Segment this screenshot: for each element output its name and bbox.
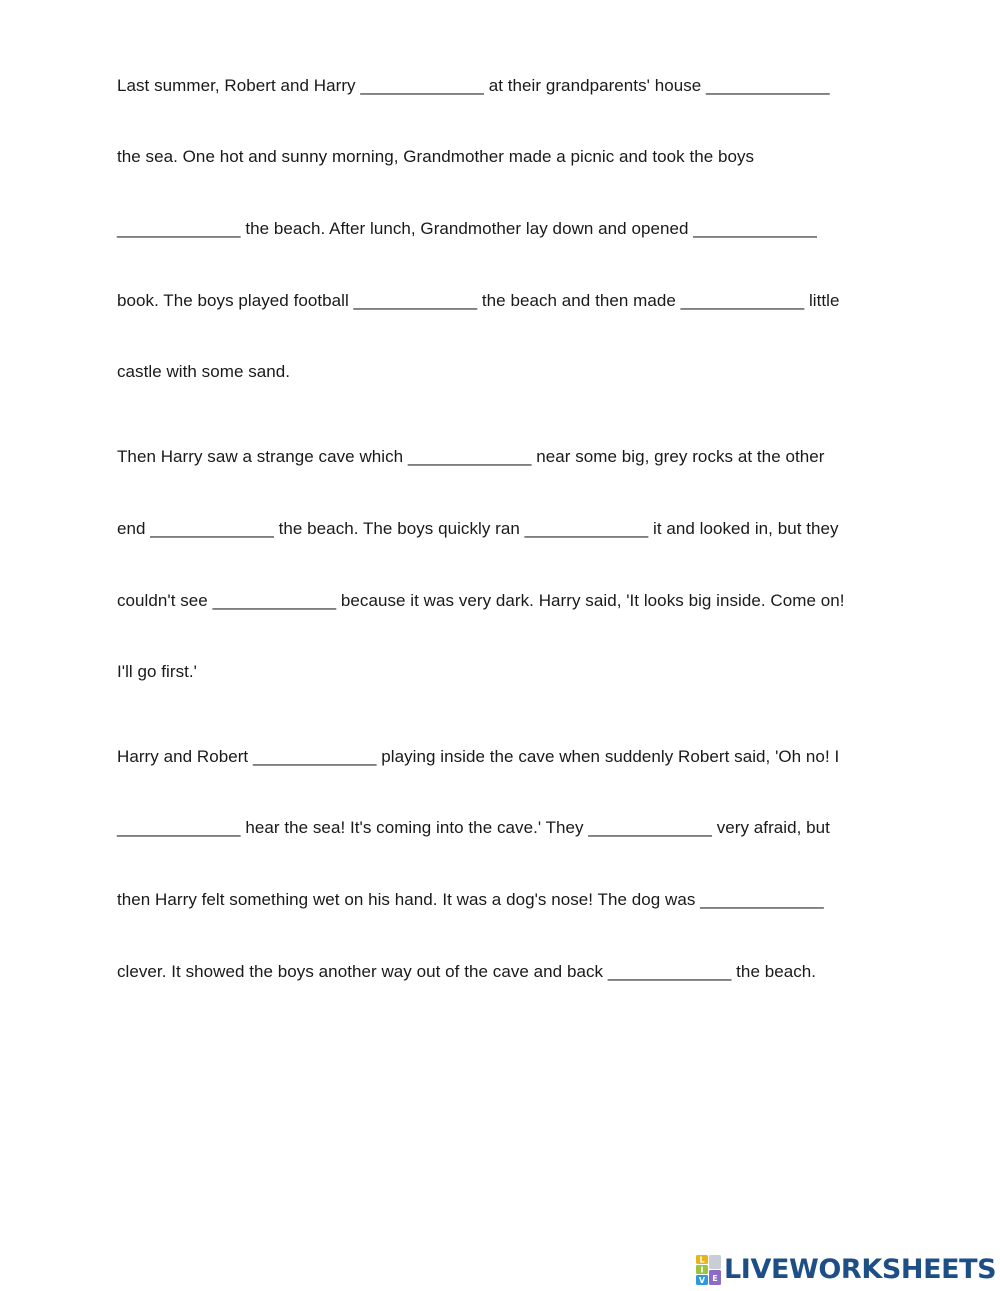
svg-text:I: I <box>700 1265 704 1275</box>
liveworksheets-brand <box>696 1254 996 1286</box>
text-line: book. The boys played football _____________ the beach and then made _____________ little <box>117 291 840 310</box>
svg-text:L: L <box>699 1255 705 1265</box>
text-line: clever. It showed the boys another way out of the cave and back _____________ the beach. <box>117 962 817 981</box>
text-line: Last summer, Robert and Harry _____________ at their grandparents' house _____________ <box>117 76 830 95</box>
text-line: couldn't see _____________ because it was very dark. Harry said, 'It looks big inside. Come on! <box>117 591 845 610</box>
text-line: Then Harry saw a strange cave which _____________ near some big, grey rocks at the other <box>117 447 825 466</box>
text-line: end _____________ the beach. The boys quickly ran _____________ it and looked in, but they <box>117 519 839 538</box>
text-line: the sea. One hot and sunny morning, Grandmother made a picnic and took the boys <box>117 147 755 166</box>
text-line: _____________ the beach. After lunch, Grandmother lay down and opened _____________ <box>117 219 817 238</box>
text-line: _____________ hear the sea! It's coming into the cave.' They _____________ very afraid, but <box>117 818 830 837</box>
text-line: I'll go first.' <box>117 662 197 681</box>
text-line: Harry and Robert _____________ playing inside the cave when suddenly Robert said, 'Oh no! I <box>117 747 840 766</box>
liveworksheets-logo-icon <box>696 1255 722 1285</box>
text-line: then Harry felt something wet on his hand. It was a dog's nose! The dog was _____________ <box>117 890 824 909</box>
svg-text:V: V <box>698 1276 706 1285</box>
liveworksheets-wordmark: LIVEWORKSHEETS <box>724 1254 997 1285</box>
svg-text:E: E <box>712 1274 718 1283</box>
text-line: castle with some sand. <box>117 362 291 381</box>
